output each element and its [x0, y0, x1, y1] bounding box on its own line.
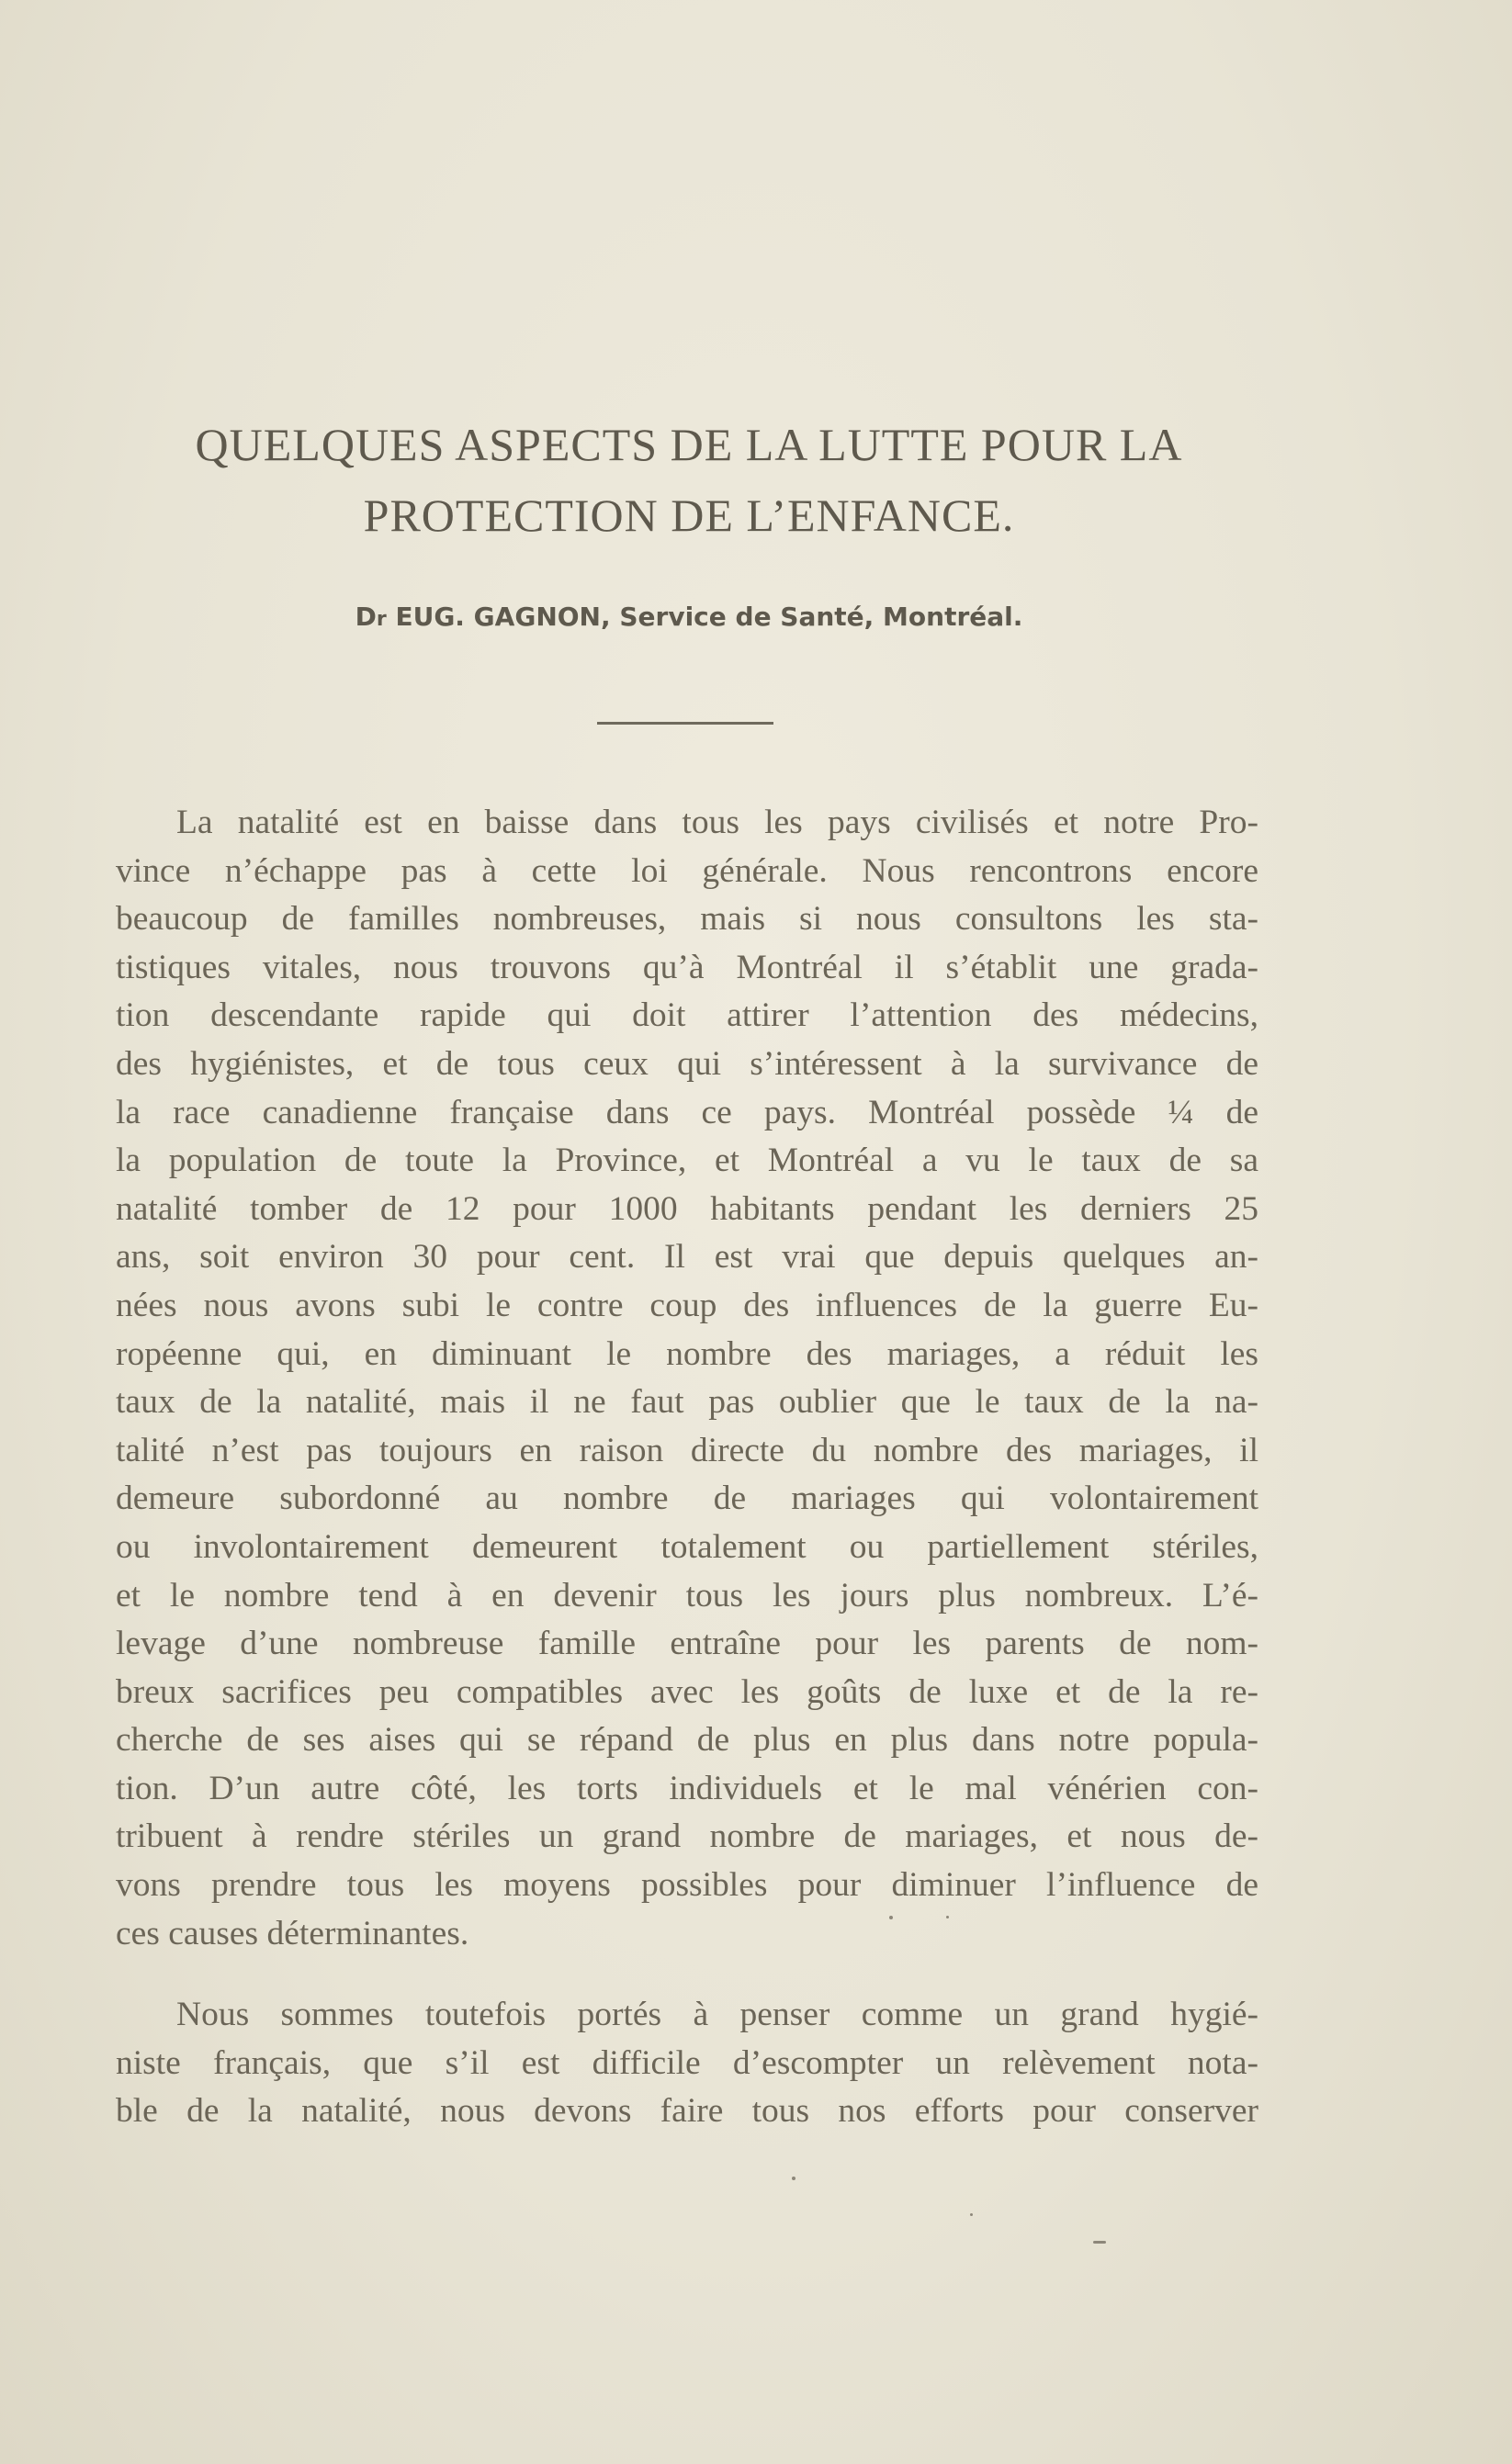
author-byline — [110, 602, 1268, 632]
title-divider — [597, 722, 773, 725]
paragraph-line: nées nous avons subi le contre coup des influences de la guerre Eu- — [116, 1286, 1258, 1324]
paragraph-line: la race canadienne française dans ce pays. Montréal possède ¼ de — [116, 1093, 1258, 1131]
paragraph-line: taux de la natalité, mais il ne faut pas oublier que le taux de la na- — [116, 1383, 1258, 1422]
paragraph-line: tribuent à rendre stériles un grand nombre de mariages, et nous de- — [116, 1817, 1258, 1856]
paragraph-line: La natalité est en baisse dans tous les pays civilisés et notre Pro- — [176, 804, 1258, 841]
paragraph-line: breux sacrifices peu compatibles avec les goûts de luxe et de la re- — [116, 1672, 1258, 1711]
paragraph-line: la population de toute la Province, et Montréal a vu le taux de sa — [116, 1142, 1258, 1180]
paragraph-line: levage d’une nombreuse famille entraîne pour les parents de nom- — [116, 1625, 1258, 1663]
paragraph-line: vince n’échappe pas à cette loi générale. Nous rencontrons encore — [116, 851, 1258, 890]
paragraph-line: tion descendante rapide qui doit attirer l’attention des médecins, — [116, 996, 1258, 1035]
paragraph-line: beaucoup de familles nombreuses, mais si nous consultons les sta- — [116, 900, 1258, 939]
paper-speck — [1093, 2241, 1106, 2244]
paper-speck — [792, 2177, 795, 2180]
paper-speck — [970, 2213, 973, 2216]
paragraph-line: ble de la natalité, nous devons faire tous nos efforts pour conserver — [116, 2092, 1258, 2131]
paragraph-line: vons prendre tous les moyens possibles pour diminuer l’influence de — [116, 1866, 1258, 1905]
paragraph-line: tion. D’un autre côté, les torts individuels et le mal vénérien con- — [116, 1769, 1258, 1807]
paper-speck — [889, 1916, 893, 1919]
author-name-affiliation: EUG. GAGNON, Service de Santé, Montréal. — [386, 602, 1023, 632]
paragraph-line: talité n’est pas toujours en raison directe du nombre des mariages, il — [116, 1431, 1258, 1469]
paragraph-line: natalité tomber de 12 pour 1000 habitants pendant les derniers 25 — [116, 1189, 1258, 1228]
paragraph-line: Nous sommes toutefois portés à penser comme un grand hygié- — [176, 1996, 1258, 2033]
paragraph-line: tistiques vitales, nous trouvons qu’à Montréal il s’établit une grada- — [116, 948, 1258, 986]
paragraph-line: ces causes déterminantes. — [116, 1914, 469, 1952]
paragraph-line: niste français, que s’il est difficile d’escompter un relèvement nota- — [116, 2043, 1258, 2082]
paragraph-line: ou involontairement demeurent totalement ou partiellement stériles, — [116, 1527, 1258, 1566]
paragraph-line: demeure subordonné au nombre de mariages qui volontairement — [116, 1480, 1258, 1518]
paragraph-line: et le nombre tend à en devenir tous les jours plus nombreux. L’é- — [116, 1576, 1258, 1615]
paragraph-line: cherche de ses aises qui se répand de plus en plus dans notre popula- — [116, 1721, 1258, 1760]
article-title-line-1: QUELQUES ASPECTS DE LA LUTTE POUR LA — [195, 419, 1183, 470]
paragraph-2 — [116, 1991, 1258, 2136]
paper-speck — [946, 1916, 949, 1918]
author-prefix: D — [355, 602, 377, 632]
author-prefix-sub: r — [376, 608, 387, 631]
article-title-line-2: PROTECTION DE L’ENFANCE. — [363, 489, 1015, 541]
paragraph-1 — [116, 799, 1258, 1958]
paragraph-line: ropéenne qui, en diminuant le nombre des mariages, a réduit les — [116, 1334, 1258, 1373]
paragraph-line: ans, soit environ 30 pour cent. Il est vrai que depuis quelques an- — [116, 1238, 1258, 1277]
paragraph-line: des hygiénistes, et de tous ceux qui s’intéressent à la survivance de — [116, 1044, 1258, 1083]
